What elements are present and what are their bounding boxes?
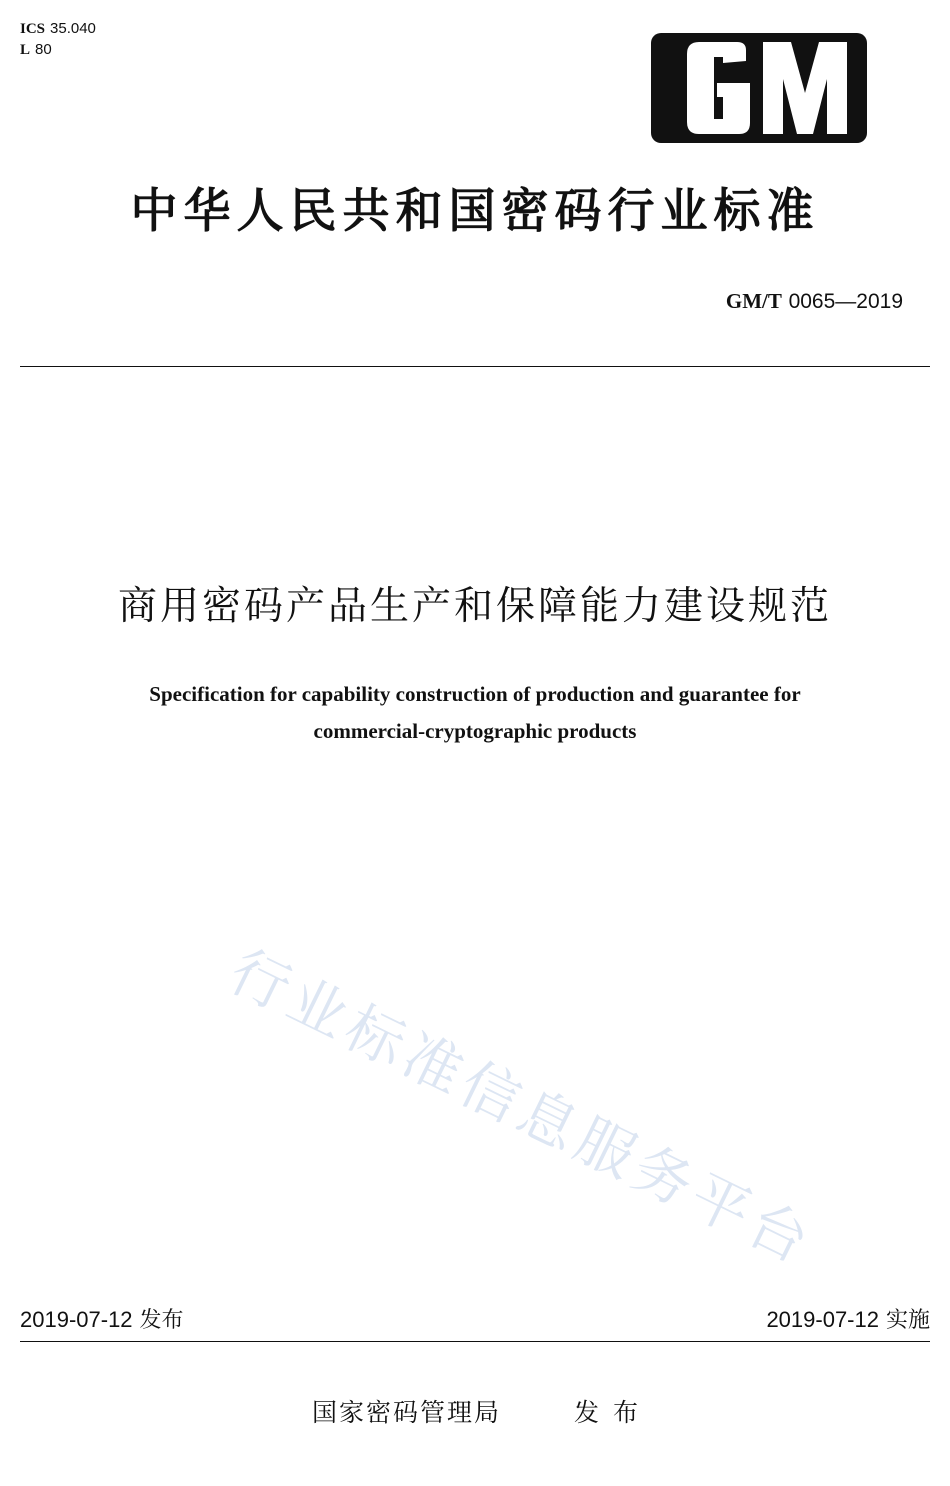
watermark: 行业标准信息服务平台 — [219, 936, 825, 1279]
top-divider — [20, 366, 930, 367]
publish-date-value: 2019-07-12 — [20, 1307, 133, 1332]
gm-logo-mark — [651, 33, 867, 143]
publish-date — [20, 1305, 184, 1336]
publish-date-label: 发布 — [139, 1308, 184, 1333]
implement-date-value: 2019-07-12 — [766, 1307, 879, 1332]
ccs-label: L — [20, 42, 31, 58]
issuer-action: 发布 — [574, 1398, 653, 1427]
document-title-en-line2: commercial-cryptographic products — [313, 719, 637, 743]
standard-number — [726, 287, 903, 316]
ccs-value: 80 — [35, 41, 52, 58]
standard-type-heading: 中华人民共和国密码行业标准 — [130, 184, 820, 239]
implement-date-label: 实施 — [885, 1308, 930, 1333]
ics-code — [20, 18, 96, 39]
standard-number-year: 0065—2019 — [788, 290, 903, 313]
ics-label: ICS — [20, 21, 46, 37]
gm-logo — [651, 33, 867, 143]
document-title-zh: 商用密码产品生产和保障能力建设规范 — [117, 584, 832, 629]
document-title-en-line1: Specification for capability construction of production and guarantee for — [149, 682, 801, 706]
standard-code: GM/T — [725, 289, 782, 313]
ccs-code — [20, 39, 52, 60]
bottom-divider — [20, 1341, 930, 1342]
ics-value: 35.040 — [50, 20, 96, 37]
issuer-name: 国家密码管理局 — [312, 1398, 502, 1427]
implement-date — [766, 1305, 930, 1336]
